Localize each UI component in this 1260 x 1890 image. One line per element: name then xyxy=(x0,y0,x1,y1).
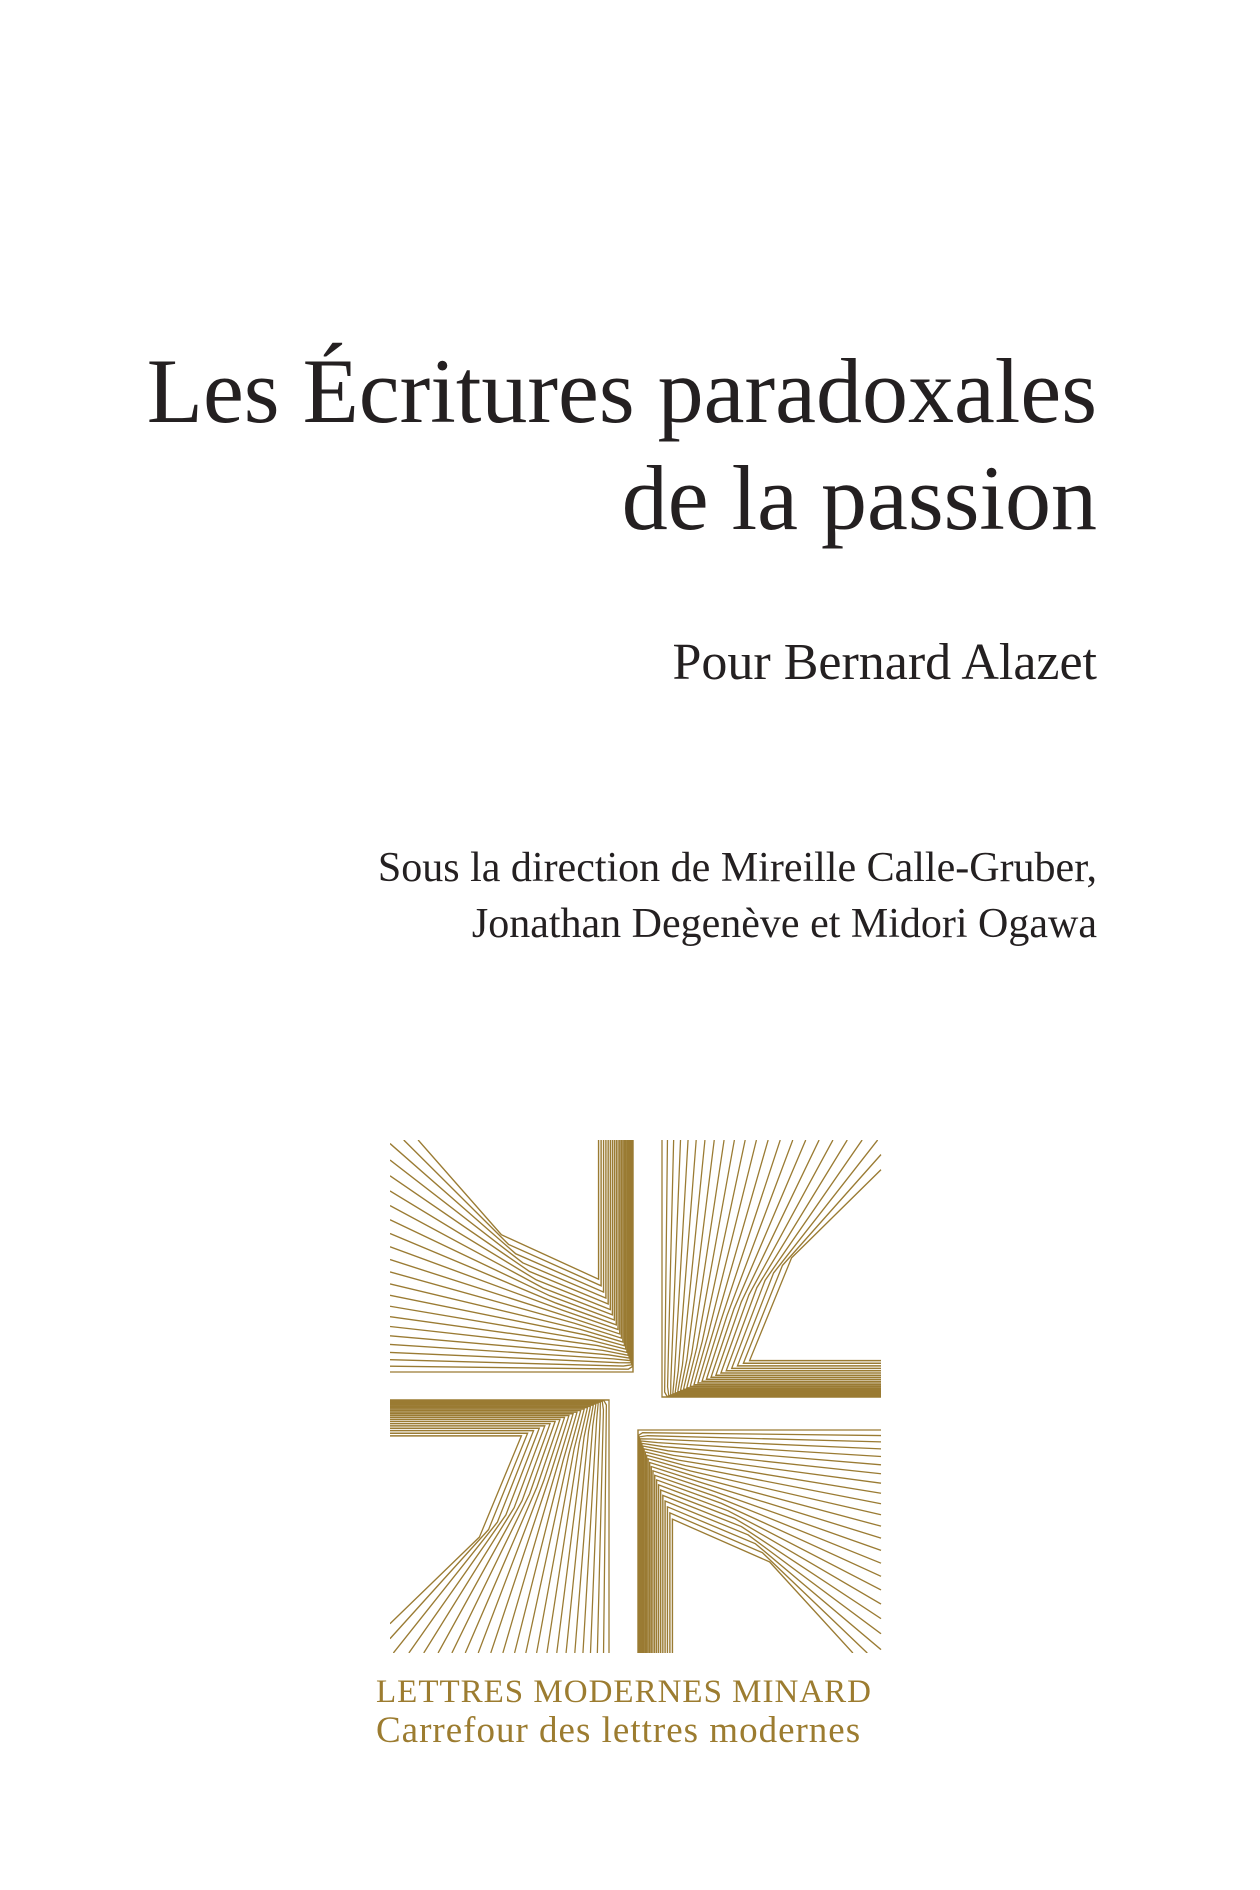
book-title-line2: de la passion xyxy=(621,447,1097,549)
collection-name: Carrefour des lettres modernes xyxy=(376,1710,862,1751)
editors-credit xyxy=(378,840,1097,952)
publisher-pinwheel-logo-icon xyxy=(390,1140,882,1653)
book-title-line1: Les Écritures paradoxales xyxy=(146,340,1097,442)
book-title xyxy=(147,338,1097,552)
editors-credit-line2: Jonathan Degenève et Midori Ogawa xyxy=(471,901,1097,947)
publisher-name: LETTRES MODERNES MINARD xyxy=(376,1674,873,1710)
editors-credit-line1: Sous la direction de Mireille Calle-Gruber, xyxy=(377,845,1097,891)
dedication-line: Pour Bernard Alazet xyxy=(672,634,1097,691)
